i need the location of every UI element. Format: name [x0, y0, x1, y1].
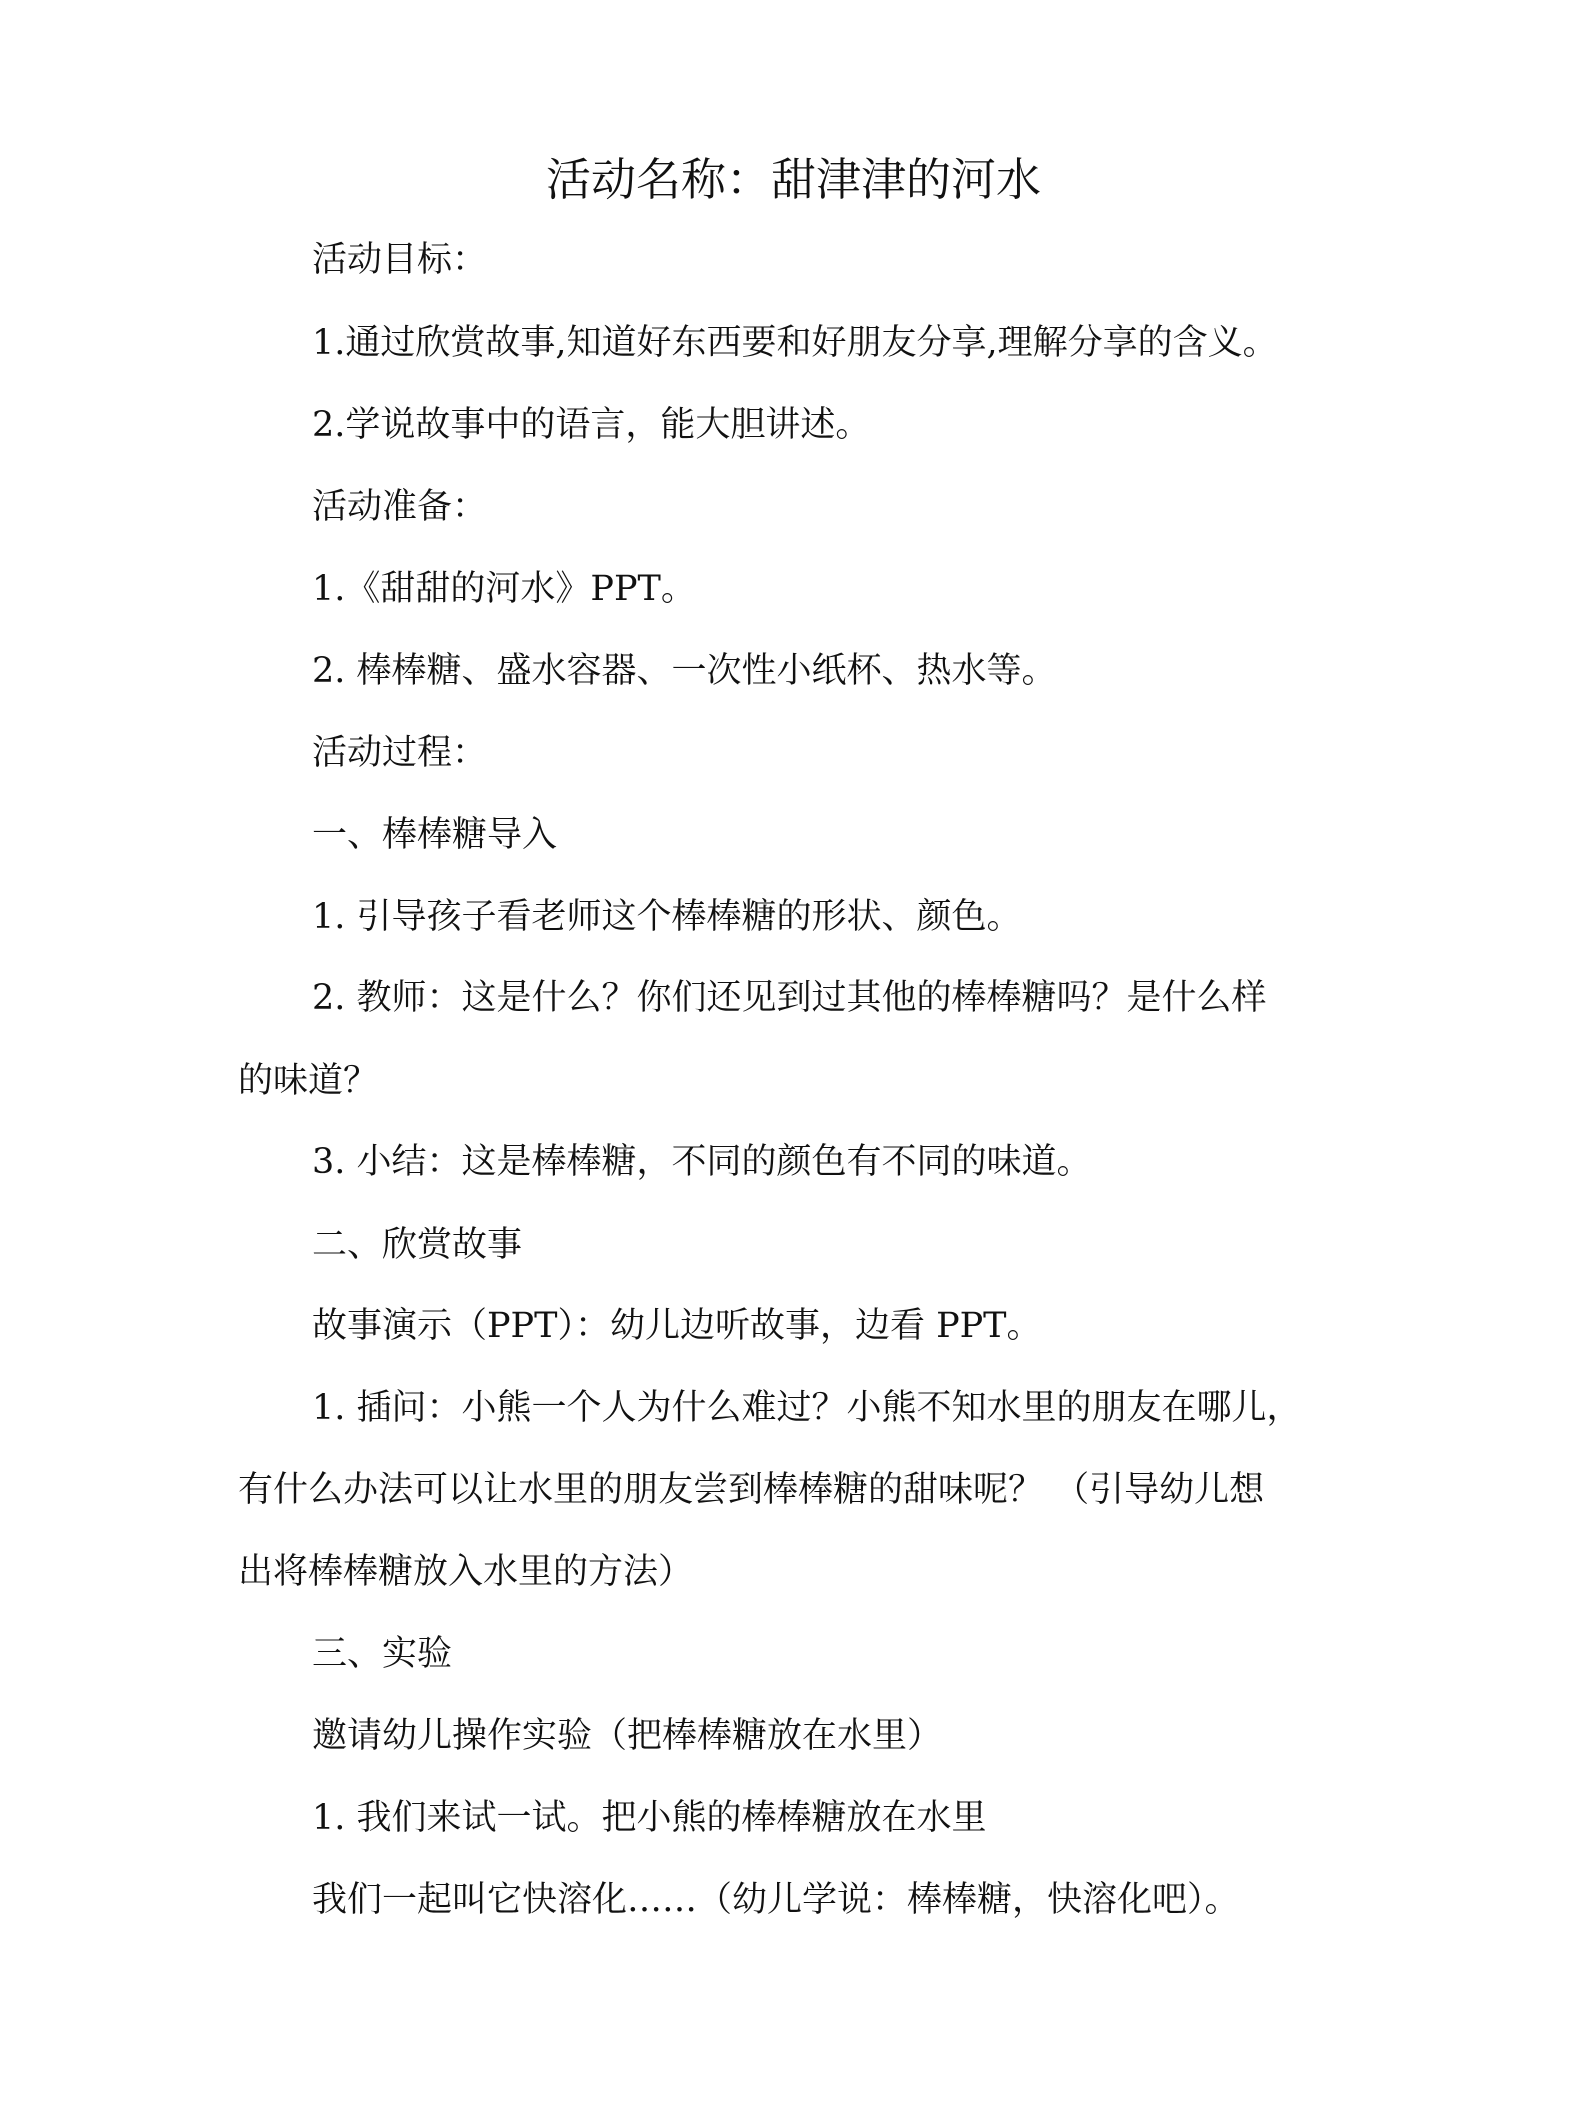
process-step-heading: 三、实验 [312, 1634, 453, 1674]
process-step-heading: 一、棒棒糖导入 [312, 815, 558, 855]
document-title: 活动名称：甜津津的河水 [545, 153, 1041, 206]
section-heading-goals: 活动目标： [312, 240, 488, 280]
preparation-item: 2. 棒棒糖、盛水容器、一次性小纸杯、热水等。 [312, 651, 1057, 691]
paragraph-continuation: 有什么办法可以让水里的朋友尝到棒棒糖的甜味呢？ （引导幼儿想 [238, 1470, 1265, 1510]
paragraph: 我们一起叫它快溶化……（幼儿学说：棒棒糖，快溶化吧）。 [312, 1880, 1240, 1920]
paragraph: 2. 教师：这是什么？你们还见到过其他的棒棒糖吗？是什么样 [312, 978, 1267, 1018]
paragraph: 邀请幼儿操作实验（把棒棒糖放在水里） [312, 1716, 943, 1756]
paragraph: 故事演示（PPT）：幼儿边听故事，边看 PPT。 [312, 1306, 1042, 1346]
goal-item: 1.通过欣赏故事,知道好东西要和好朋友分享,理解分享的含义。 [312, 323, 1278, 363]
paragraph-continuation: 出将棒棒糖放入水里的方法） [238, 1552, 694, 1592]
preparation-item: 1.《甜甜的河水》PPT。 [312, 569, 696, 609]
paragraph: 1. 引导孩子看老师这个棒棒糖的形状、颜色。 [312, 897, 1022, 937]
section-heading-process: 活动过程： [312, 733, 488, 773]
paragraph: 3. 小结：这是棒棒糖，不同的颜色有不同的味道。 [312, 1142, 1092, 1182]
section-heading-preparation: 活动准备： [312, 487, 488, 527]
paragraph-continuation: 的味道？ [238, 1061, 379, 1101]
paragraph: 1. 插问：小熊一个人为什么难过？小熊不知水里的朋友在哪儿， [312, 1388, 1302, 1428]
goal-item: 2.学说故事中的语言，能大胆讲述。 [312, 405, 871, 445]
process-step-heading: 二、欣赏故事 [312, 1225, 523, 1265]
paragraph: 1. 我们来试一试。把小熊的棒棒糖放在水里 [312, 1798, 987, 1838]
